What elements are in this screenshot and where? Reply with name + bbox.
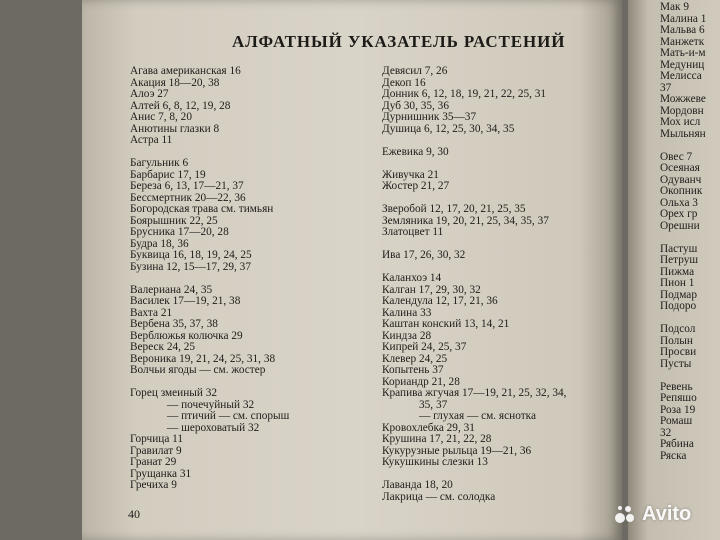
index-entry: Багульник 6 xyxy=(130,157,189,169)
index-entry: Брусника 17—20, 28 xyxy=(130,226,229,238)
index-entry: Донник 6, 12, 18, 19, 21, 22, 25, 31 xyxy=(382,88,547,100)
index-entry: Пусты xyxy=(660,357,692,370)
index-entry: Вахта 21 xyxy=(130,306,173,319)
index-entry: Пастуш xyxy=(660,242,698,255)
index-entry: Кровохлебка 29, 31 xyxy=(382,421,475,434)
index-entry: Ежевика 9, 30 xyxy=(382,145,449,158)
index-entry: Клевер 24, 25 xyxy=(382,352,448,365)
index-entry: Бессмертник 20—22, 36 xyxy=(130,191,246,204)
index-entry: Мелисса xyxy=(660,70,702,82)
index-entry: Роза 19 xyxy=(660,403,696,416)
index-entry: Боярышник 22, 25 xyxy=(130,214,218,227)
index-entry: Валериана 24, 35 xyxy=(130,283,213,296)
index-entry: 37 xyxy=(660,81,672,94)
index-entry: Каланхоэ 14 xyxy=(382,272,442,284)
index-entry: Грущанка 31 xyxy=(130,467,192,480)
index-entry: Лакрица — см. солодка xyxy=(382,490,496,503)
index-entry: Верблюжья колючка 29 xyxy=(130,329,243,342)
watermark-text: Avito xyxy=(642,502,692,525)
index-entry: Орех гр xyxy=(660,208,698,220)
index-entry: Ромаш xyxy=(660,415,693,427)
index-entry: Акация 18—20, 38 xyxy=(130,76,220,89)
index-entry: Мак 9 xyxy=(660,1,690,13)
index-entry: Репяшо xyxy=(660,392,697,404)
index-entry: Анис 7, 8, 20 xyxy=(130,111,192,123)
index-entry: Барбарис 17, 19 xyxy=(130,168,206,181)
index-entry: Каштан конский 13, 14, 21 xyxy=(382,318,510,330)
index-entry: Медуниц xyxy=(660,58,705,71)
index-entry: Зверобой 12, 17, 20, 21, 25, 35 xyxy=(382,203,526,215)
index-entry: — птичий — см. спорыш xyxy=(167,410,290,422)
index-entry: Мох исл xyxy=(660,116,701,128)
index-entry: Орешни xyxy=(660,219,700,232)
index-entry: Горец змеиный 32 xyxy=(130,387,218,399)
index-entry: Василек 17—19, 21, 38 xyxy=(130,295,241,307)
entry-gap xyxy=(660,370,720,382)
index-entry: Пион 1 xyxy=(660,277,695,289)
page-number: 40 xyxy=(128,507,140,521)
index-entry: Окопник xyxy=(660,185,703,197)
index-entry: Астра 11 xyxy=(130,134,173,146)
entry-gap xyxy=(660,140,720,152)
index-entry: Рябина xyxy=(660,438,694,450)
index-entry: Вереск 24, 25 xyxy=(130,341,196,353)
page-title: АЛФАТНЫЙ УКАЗАТЕЛЬ РАСТЕНИЙ xyxy=(232,32,566,51)
index-entry: Подмар xyxy=(660,288,697,301)
index-entry: Дурнишник 35—37 xyxy=(382,111,477,123)
index-entry: Земляника 19, 20, 21, 25, 34, 35, 37 xyxy=(382,214,549,227)
index-entry: Осеяная xyxy=(660,162,700,174)
index-entry: Волчьи ягоды — см. жостер xyxy=(130,364,266,376)
index-entry: Кукушкины слезки 13 xyxy=(382,456,488,468)
entry-gap xyxy=(382,158,632,170)
index-entry: Подоро xyxy=(660,300,697,312)
index-entry: Ольха 3 xyxy=(660,196,698,209)
index-entry: Бузина 12, 15—17, 29, 37 xyxy=(130,260,251,273)
index-entry: Алтей 6, 8, 12, 19, 28 xyxy=(130,99,231,112)
index-entry: Анютины глазки 8 xyxy=(130,122,220,135)
index-entry: Полын xyxy=(660,334,693,347)
index-entry: Дуб 30, 35, 36 xyxy=(382,99,449,112)
index-entry: Пижма xyxy=(660,265,695,278)
index-entry: Агава американская 16 xyxy=(130,65,241,77)
index-entry: Алоэ 27 xyxy=(130,88,169,100)
index-entry: Кукурузные рыльца 19—21, 36 xyxy=(382,444,532,457)
index-entry: — шероховатый 32 xyxy=(167,421,260,434)
index-entry: Гравилат 9 xyxy=(130,444,182,457)
index-entry: Мальва 6 xyxy=(660,24,705,36)
index-entry: Крапива жгучая 17—19, 21, 25, 32, 34, xyxy=(382,387,567,399)
index-entry: 35, 37 xyxy=(419,398,448,411)
index-entry: Мордовн xyxy=(660,104,704,117)
index-entry: Манжетк xyxy=(660,35,705,48)
index-entry: 32 xyxy=(660,426,672,439)
entry-gap xyxy=(382,135,632,147)
index-entry: Береза 6, 13, 17—21, 37 xyxy=(130,180,244,192)
index-entry: Горчица 11 xyxy=(130,433,184,445)
index-entry: Девясил 7, 26 xyxy=(382,65,448,77)
index-entry: Мыльнян xyxy=(660,127,706,140)
entry-gap xyxy=(660,232,720,244)
index-entry: Можжеве xyxy=(660,93,706,105)
index-entry: Ревень xyxy=(660,380,693,393)
index-entry: Одуванч xyxy=(660,173,702,186)
index-entry: Богородская трава см. тимьян xyxy=(130,203,274,215)
index-column-right xyxy=(660,2,720,462)
index-entry: Вербена 35, 37, 38 xyxy=(130,318,218,330)
index-entry: Ива 17, 26, 30, 32 xyxy=(382,249,466,261)
index-entry: Малина 1 xyxy=(660,12,707,25)
avito-logo-icon xyxy=(613,502,637,526)
index-entry: Буквица 16, 18, 19, 24, 25 xyxy=(130,249,252,261)
index-entry: Киндза 28 xyxy=(382,329,432,342)
index-entry: Кориандр 21, 28 xyxy=(382,375,460,388)
index-entry: Вероника 19, 21, 24, 25, 31, 38 xyxy=(130,352,276,365)
index-entry: Калина 33 xyxy=(382,306,432,319)
index-entry: Калган 17, 29, 30, 32 xyxy=(382,283,481,296)
index-entry: Живучка 21 xyxy=(382,168,439,181)
avito-watermark xyxy=(613,499,719,529)
index-entry: Кипрей 24, 25, 37 xyxy=(382,341,467,353)
index-entry: Просви xyxy=(660,346,697,358)
index-column-middle xyxy=(382,66,632,503)
index-entry: — почечуйный 32 xyxy=(167,398,255,411)
index-entry: Будра 18, 36 xyxy=(130,237,189,250)
index-entry: Петруш xyxy=(660,254,699,266)
index-entry: Златоцвет 11 xyxy=(382,226,444,238)
index-entry: Гранат 29 xyxy=(130,456,177,468)
index-entry: Календула 12, 17, 21, 36 xyxy=(382,295,498,307)
entry-gap xyxy=(130,273,380,285)
index-entry: Ряска xyxy=(660,449,687,462)
index-entry: Гречиха 9 xyxy=(130,479,177,491)
index-entry: Лаванда 18, 20 xyxy=(382,479,453,491)
index-entry: Жостер 21, 27 xyxy=(382,180,450,192)
index-column-left xyxy=(130,66,380,492)
index-entry: Овес 7 xyxy=(660,150,693,163)
index-entry: Мать-и-м xyxy=(660,47,706,59)
index-entry: Декоп 16 xyxy=(382,76,426,89)
index-entry: Копытень 37 xyxy=(382,364,444,376)
index-entry: Душица 6, 12, 25, 30, 34, 35 xyxy=(382,122,515,135)
index-entry: Крушина 17, 21, 22, 28 xyxy=(382,433,492,445)
index-entry: — глухая — см. яснотка xyxy=(419,410,536,422)
index-entry: Подсол xyxy=(660,323,696,335)
